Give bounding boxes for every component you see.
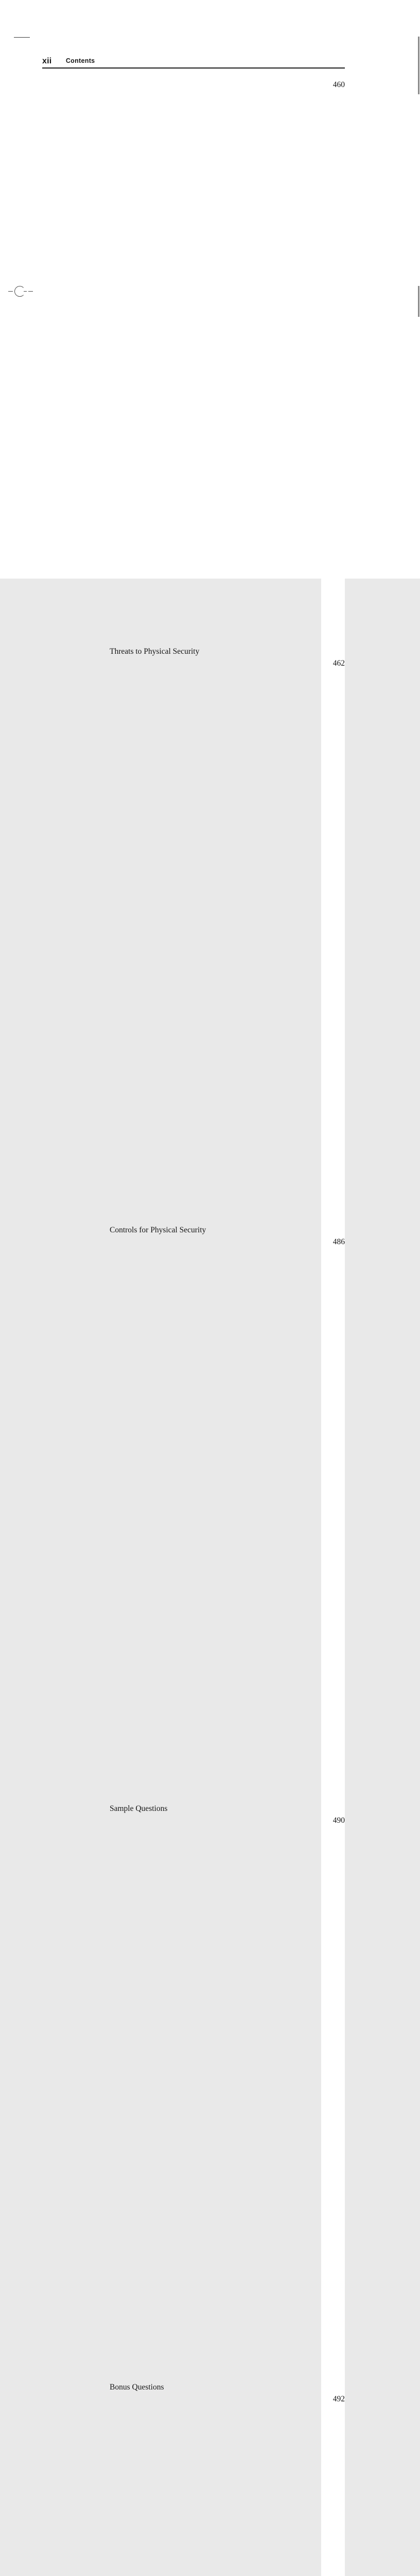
toc-list bbox=[64, 79, 345, 2576]
toc-page-number: 460 bbox=[321, 79, 345, 657]
toc-title: Bonus Questions bbox=[110, 2382, 164, 2392]
toc-title: Sample Questions bbox=[110, 1804, 168, 1813]
toc-page-number: 490 bbox=[321, 1815, 345, 2393]
header-rule bbox=[42, 67, 345, 69]
toc-title: Controls for Physical Security bbox=[110, 1225, 206, 1234]
toc-page-number: 462 bbox=[321, 657, 345, 1236]
registration-mark-dash bbox=[8, 291, 13, 292]
toc-entry-row bbox=[64, 1236, 345, 1815]
header-title: Contents bbox=[65, 57, 95, 64]
running-header bbox=[42, 57, 345, 66]
toc-page-number: 492 bbox=[321, 2393, 345, 2576]
page-number-folio: xii bbox=[42, 57, 52, 65]
registration-mark-dash bbox=[28, 291, 33, 292]
registration-mark-left bbox=[8, 284, 33, 298]
page-edge-mark-top bbox=[418, 37, 419, 94]
toc-entry-row bbox=[64, 1815, 345, 2393]
toc-entry-row bbox=[64, 657, 345, 1236]
toc-page-number: 486 bbox=[321, 1236, 345, 1815]
page-edge-mark-middle bbox=[418, 286, 419, 317]
toc-entry-row bbox=[64, 79, 345, 657]
crop-mark-top-left bbox=[14, 37, 30, 38]
registration-mark-dash bbox=[24, 291, 27, 292]
toc-entry-row bbox=[64, 2393, 345, 2576]
toc-title: Threats to Physical Security bbox=[110, 647, 200, 656]
